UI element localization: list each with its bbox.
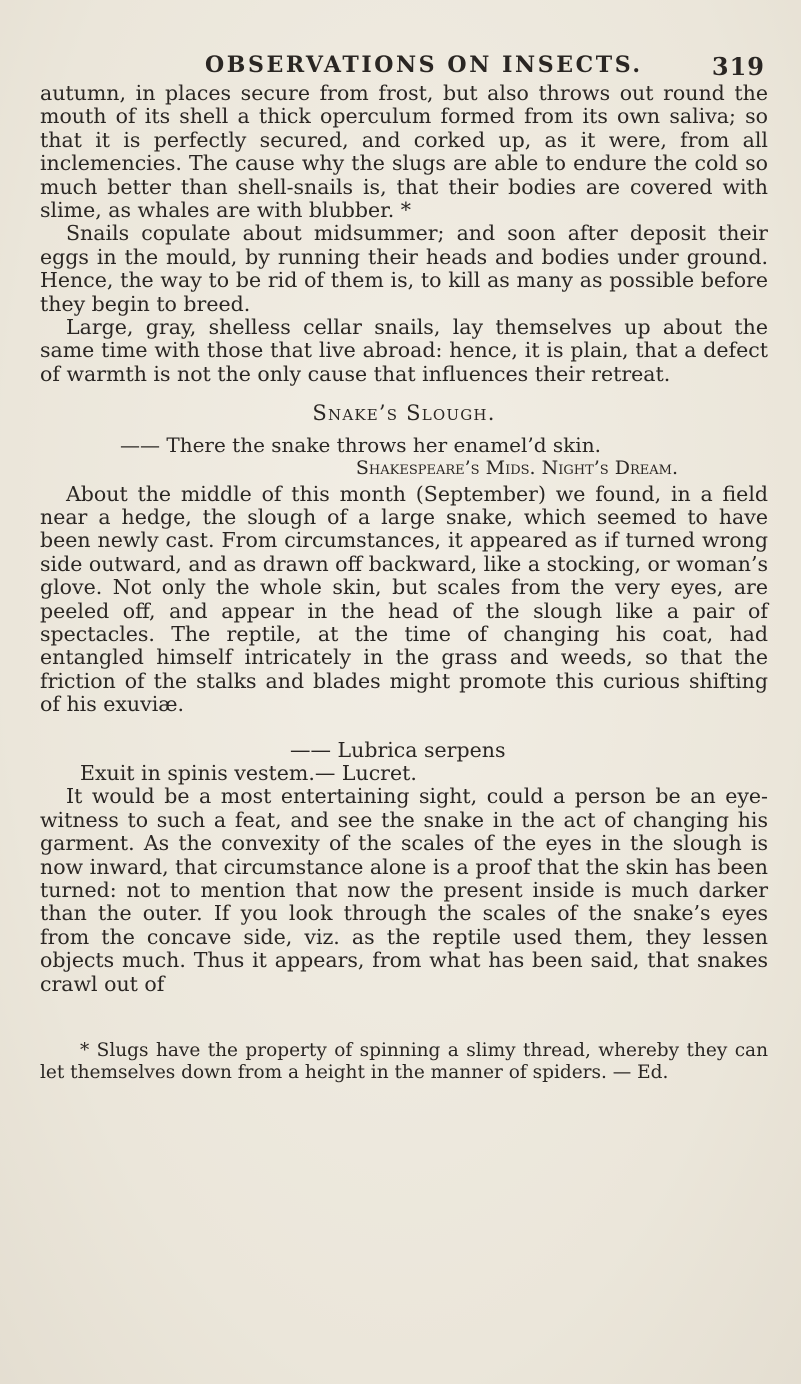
section-title: Snake’s Slough. [312, 401, 496, 426]
footnote-text: * Slugs have the property of spinning a slimy thread, whereby they can let themselves down from a height in the manner of spiders. — Ed. [40, 1040, 768, 1083]
paragraph-4: About the middle of this month (September) we found, in a field near a hedge, the slough of a large snake, which seemed to have been newly cast. From circumstances, it appeared as if turned wrong side outward, and as drawn off backward, like a stocking, or woman’s glove. Not only the whole skin, but scales from the very eyes, are peeled off, and appear in the head of the slough like a pair of spectacles. The reptile, at the time of changing his coat, had entangled himself intricately in the grass and weeds, so that the friction of the stalks and blades might promote this curious shifting of his exuviæ. [40, 481, 768, 717]
paragraph-3: Large, gray, shelless cellar snails, lay themselves up about the same time with those that live abroad: hence, it is plain, that a defect of warmth is not the only cause that influences their retreat. [40, 315, 768, 386]
paragraph-2: Snails copulate about midsummer; and soon after deposit their eggs in the mould, by running their heads and bodies under ground. Hence, the way to be rid of them is, to kill as many as possible before they begin to breed. [40, 221, 768, 316]
page-number: 319 [711, 52, 765, 81]
paragraph-5: It would be a most entertaining sight, could a person be an eye-witness to such a feat, and see the snake in the act of changing his garment. As the convexity of the scales of the eyes in the slough is now inward, that circumstance alone is a proof that the skin has been turned: not to mention that now the present inside is much darker than the outer. If you look through the scales of the snake’s eyes from the concave side, viz. as the reptile used them, they lessen objects much. Thus it appears, from what has been said, that snakes crawl out of [40, 784, 768, 996]
running-head: OBSERVATIONS ON INSECTS. [205, 52, 643, 78]
epigraph-attribution: Shakespeare’s Mids. Night’s Dream. [355, 457, 678, 480]
latin-epigraph-line-1: —— Lubrica serpens [290, 737, 506, 762]
latin-epigraph [40, 739, 768, 786]
footnote [40, 1040, 768, 1084]
epigraph-quote: —— There the snake throws her enamel’d skin. [120, 432, 601, 457]
main-text [40, 82, 768, 996]
paragraph-1: autumn, in places secure from frost, but also throws out round the mouth of its shell a thick operculum formed from its own saliva; so that it is perfectly secured, and corked up, as it were, from all inclemencies. The cause why the slugs are able to endure the cold so much better than shell-snails is, that their bodies are covered with slime, as whales are with blubber. * [40, 81, 768, 223]
latin-epigraph-line-2: Exuit in spinis vestem.— Lucret. [80, 760, 417, 785]
